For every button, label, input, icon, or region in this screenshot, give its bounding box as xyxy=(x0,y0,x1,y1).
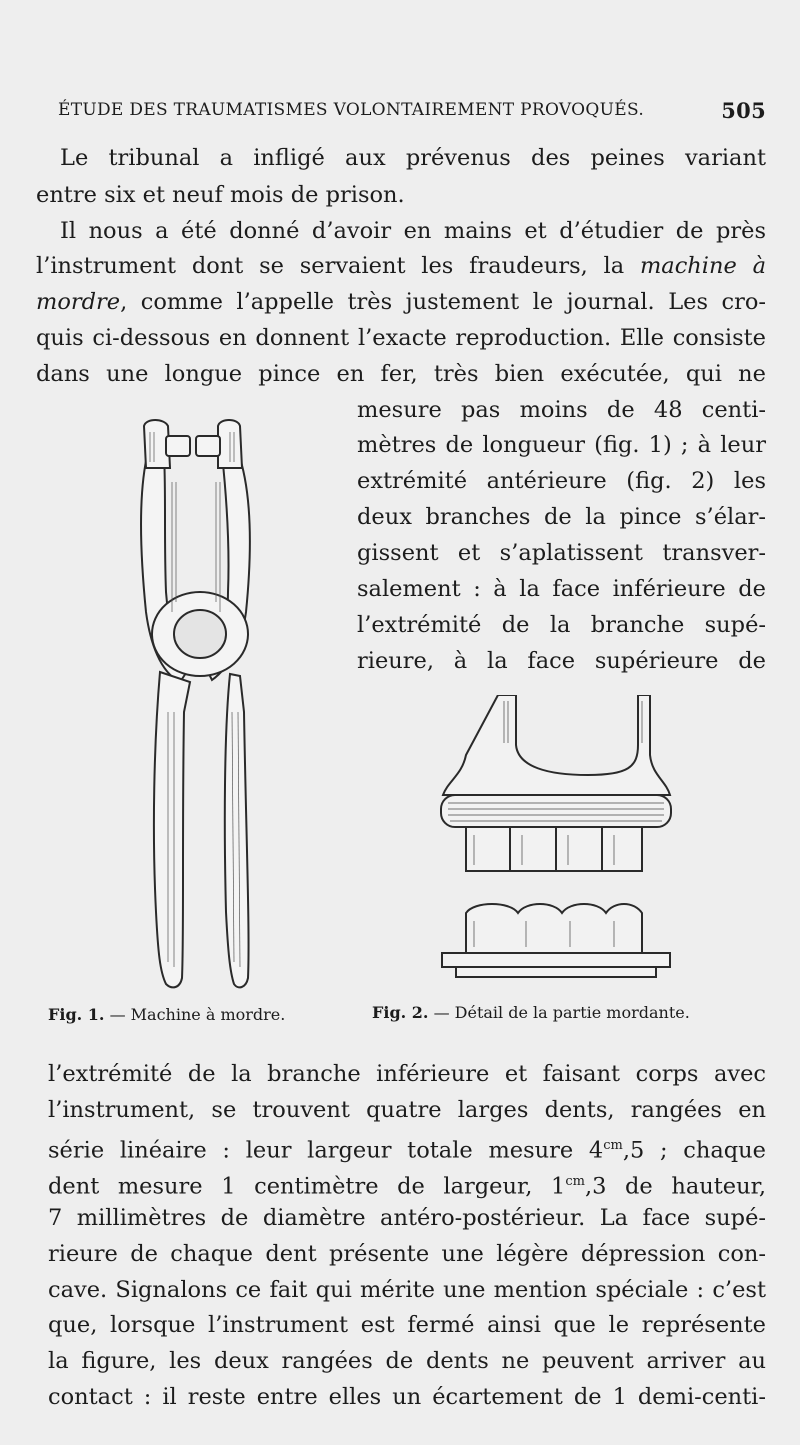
text-line: dans une longue pince en fer, très bien exécutée, qui ne xyxy=(36,361,766,387)
text-span: série linéaire : leur largeur totale mesure 4 xyxy=(48,1137,604,1164)
running-header xyxy=(40,100,766,130)
biting-part-figure xyxy=(438,695,676,985)
unit-superscript: cm xyxy=(603,1138,623,1153)
text-line: la figure, les deux rangées de dents ne peuvent arriver au xyxy=(48,1348,766,1374)
text-line xyxy=(48,1164,766,1200)
text-line xyxy=(36,284,766,320)
text-line: l’extrémité de la branche inférieure et faisant corps avec xyxy=(48,1061,766,1087)
text-line: 7 millimètres de diamètre antéro-postérieur. La face supé- xyxy=(48,1205,766,1231)
text-line: que, lorsque l’instrument est fermé ainsi que le représente xyxy=(48,1312,766,1338)
text-line: deux branches de la pince s’élar- xyxy=(357,504,766,530)
text-line: l’extrémité de la branche supé- xyxy=(357,612,766,638)
text-line: extrémité antérieure (fig. 2) les xyxy=(357,468,766,494)
biting-machine-figure xyxy=(120,412,285,992)
text-line: cave. Signalons ce fait qui mérite une mention spéciale : c’est xyxy=(48,1277,766,1303)
text-line: rieure, à la face supérieure de xyxy=(357,648,766,674)
text-line: entre six et neuf mois de prison. xyxy=(36,182,405,208)
page-number: 505 xyxy=(721,98,766,123)
text-line: quis ci-dessous en donnent l’exacte reproduction. Elle consiste xyxy=(36,325,766,351)
figure-label: Fig. 2. xyxy=(372,1003,429,1022)
text-span: l’instrument dont se servaient les fraudeurs, la xyxy=(36,253,625,279)
figure-label: Fig. 1. xyxy=(48,1005,105,1024)
text-line xyxy=(36,248,766,284)
text-line: mètres de longueur (fig. 1) ; à leur xyxy=(357,432,766,458)
figure-caption-text: — Machine à mordre. xyxy=(109,1005,286,1024)
italic-term: machine à xyxy=(639,253,766,279)
running-title: ÉTUDE DES TRAUMATISMES VOLONTAIREMENT PROVOQUÉS. xyxy=(58,100,645,120)
figure-caption-1 xyxy=(48,1005,285,1024)
text-line: contact : il reste entre elles un écartement de 1 demi-centi- xyxy=(48,1384,766,1410)
unit-superscript: cm xyxy=(565,1174,585,1189)
text-line xyxy=(48,1128,766,1164)
text-span: dent mesure 1 centimètre de largeur, 1 xyxy=(48,1173,566,1200)
text-line: l’instrument, se trouvent quatre larges dents, rangées en xyxy=(48,1097,766,1123)
text-line: mesure pas moins de 48 centi- xyxy=(357,397,766,423)
text-line: salement : à la face inférieure de xyxy=(357,576,766,602)
text-line: Le tribunal a infligé aux prévenus des peines variant xyxy=(60,145,766,171)
figure-caption-2 xyxy=(372,1003,690,1022)
text-line: Il nous a été donné d’avoir en mains et d’étudier de près xyxy=(60,218,766,244)
text-span: , comme l’appelle très justement le journal. Les cro- xyxy=(120,289,766,315)
figure-caption-text: — Détail de la partie mordante. xyxy=(433,1003,690,1022)
text-span: ,3 de hauteur, xyxy=(584,1173,767,1200)
text-line: gissent et s’aplatissent transver- xyxy=(357,540,766,566)
text-line: rieure de chaque dent présente une légère dépression con- xyxy=(48,1241,766,1267)
italic-term: mordre xyxy=(36,289,121,315)
text-span: ,5 ; chaque xyxy=(622,1137,766,1164)
